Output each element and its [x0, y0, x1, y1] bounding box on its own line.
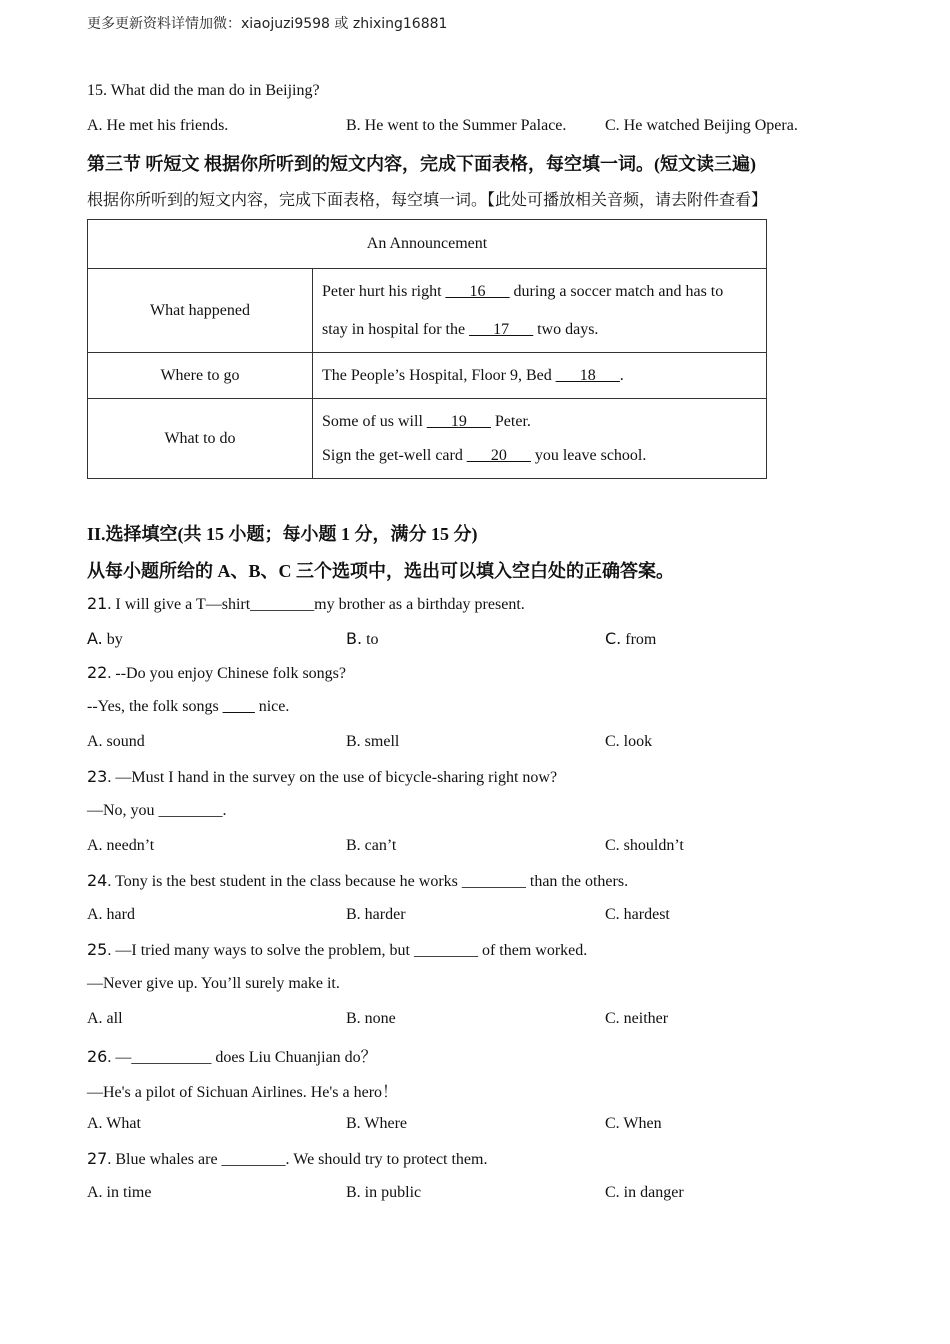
- question-26: 26. —__________ does Liu Chuanjian do？: [87, 1047, 377, 1066]
- row-content-where-to-go: The People’s Hospital, Floor 9, Bed ___18___.: [313, 353, 767, 399]
- q21-option-c: C. from: [605, 629, 657, 648]
- question-24: 24. Tony is the best student in the class because he works ________ than the others.: [87, 871, 629, 890]
- q23-option-b: B. can’t: [346, 837, 397, 854]
- row-content-what-happened: Peter hurt his right ___16___ during a soccer match and has to stay in hospital for the ___17___ two days.: [313, 269, 767, 353]
- q27-option-a: A. in time: [87, 1184, 152, 1201]
- row-content-what-to-do: Some of us will ___19___ Peter. Sign the get-well card ___20___ you leave school.: [313, 399, 767, 479]
- question-22: 22. --Do you enjoy Chinese folk songs?: [87, 663, 346, 682]
- q25-option-c: C. neither: [605, 1010, 669, 1027]
- blank-19[interactable]: ___19___: [426, 412, 491, 430]
- question-15: 15. What did the man do in Beijing?: [87, 82, 320, 99]
- q26-response: —He's a pilot of Sichuan Airlines. He's a hero！: [87, 1084, 399, 1101]
- part2-instruction: 从每小题所给的 A、B、C 三个选项中，选出可以填入空白处的正确答案。: [87, 561, 675, 581]
- q24-option-a: A. hard: [87, 906, 135, 923]
- q22-response: --Yes, the folk songs ____ nice.: [87, 698, 290, 715]
- table-title: An Announcement: [88, 220, 767, 269]
- q25-response: —Never give up. You’ll surely make it.: [87, 975, 340, 992]
- section3-instruction: 根据你所听到的短文内容，完成下面表格，每空填一词。【此处可播放相关音频，请去附件查看】: [87, 192, 768, 209]
- blank-17[interactable]: ___17___: [469, 320, 534, 338]
- q26-option-c: C. When: [605, 1115, 662, 1132]
- row-label-where-to-go: Where to go: [88, 353, 313, 399]
- header-note: 更多更新资料详情加微：xiaojuzi9598 或 zhixing16881: [87, 16, 448, 32]
- part2-title: II.选择填空(共 15 小题；每小题 1 分，满分 15 分): [87, 524, 478, 544]
- q24-option-b: B. harder: [346, 906, 406, 923]
- q15-option-c: C. He watched Beijing Opera.: [605, 117, 798, 134]
- section3-title: 第三节 听短文 根据你所听到的短文内容，完成下面表格，每空填一词。(短文读三遍): [87, 154, 756, 174]
- q24-option-c: C. hardest: [605, 906, 670, 923]
- q22-option-b: B. smell: [346, 733, 400, 750]
- question-21: 21. I will give a T—shirt________my brother as a birthday present.: [87, 594, 525, 613]
- row-label-what-happened: What happened: [88, 269, 313, 353]
- q22-option-c: C. look: [605, 733, 653, 750]
- blank-16[interactable]: ___16___: [445, 282, 510, 300]
- q27-option-c: C. in danger: [605, 1184, 684, 1201]
- q21-option-b: B. to: [346, 629, 379, 648]
- blank-18[interactable]: ___18___: [555, 366, 620, 384]
- q23-response: —No, you ________.: [87, 802, 227, 819]
- q23-option-c: C. shouldn’t: [605, 837, 684, 854]
- row-label-what-to-do: What to do: [88, 399, 313, 479]
- q15-option-a: A. He met his friends.: [87, 117, 229, 134]
- blank-20[interactable]: ___20___: [466, 446, 531, 464]
- question-23: 23. —Must I hand in the survey on the use of bicycle-sharing right now?: [87, 767, 558, 786]
- q26-option-b: B. Where: [346, 1115, 408, 1132]
- q25-option-a: A. all: [87, 1010, 123, 1027]
- q15-option-b: B. He went to the Summer Palace.: [346, 117, 567, 134]
- announcement-table: [87, 219, 767, 479]
- question-27: 27. Blue whales are ________. We should try to protect them.: [87, 1149, 488, 1168]
- q25-option-b: B. none: [346, 1010, 396, 1027]
- q21-option-a: A. by: [87, 629, 123, 648]
- q27-option-b: B. in public: [346, 1184, 422, 1201]
- question-25: 25. —I tried many ways to solve the problem, but ________ of them worked.: [87, 940, 588, 959]
- q26-option-a: A. What: [87, 1115, 141, 1132]
- q23-option-a: A. needn’t: [87, 837, 155, 854]
- q22-option-a: A. sound: [87, 733, 145, 750]
